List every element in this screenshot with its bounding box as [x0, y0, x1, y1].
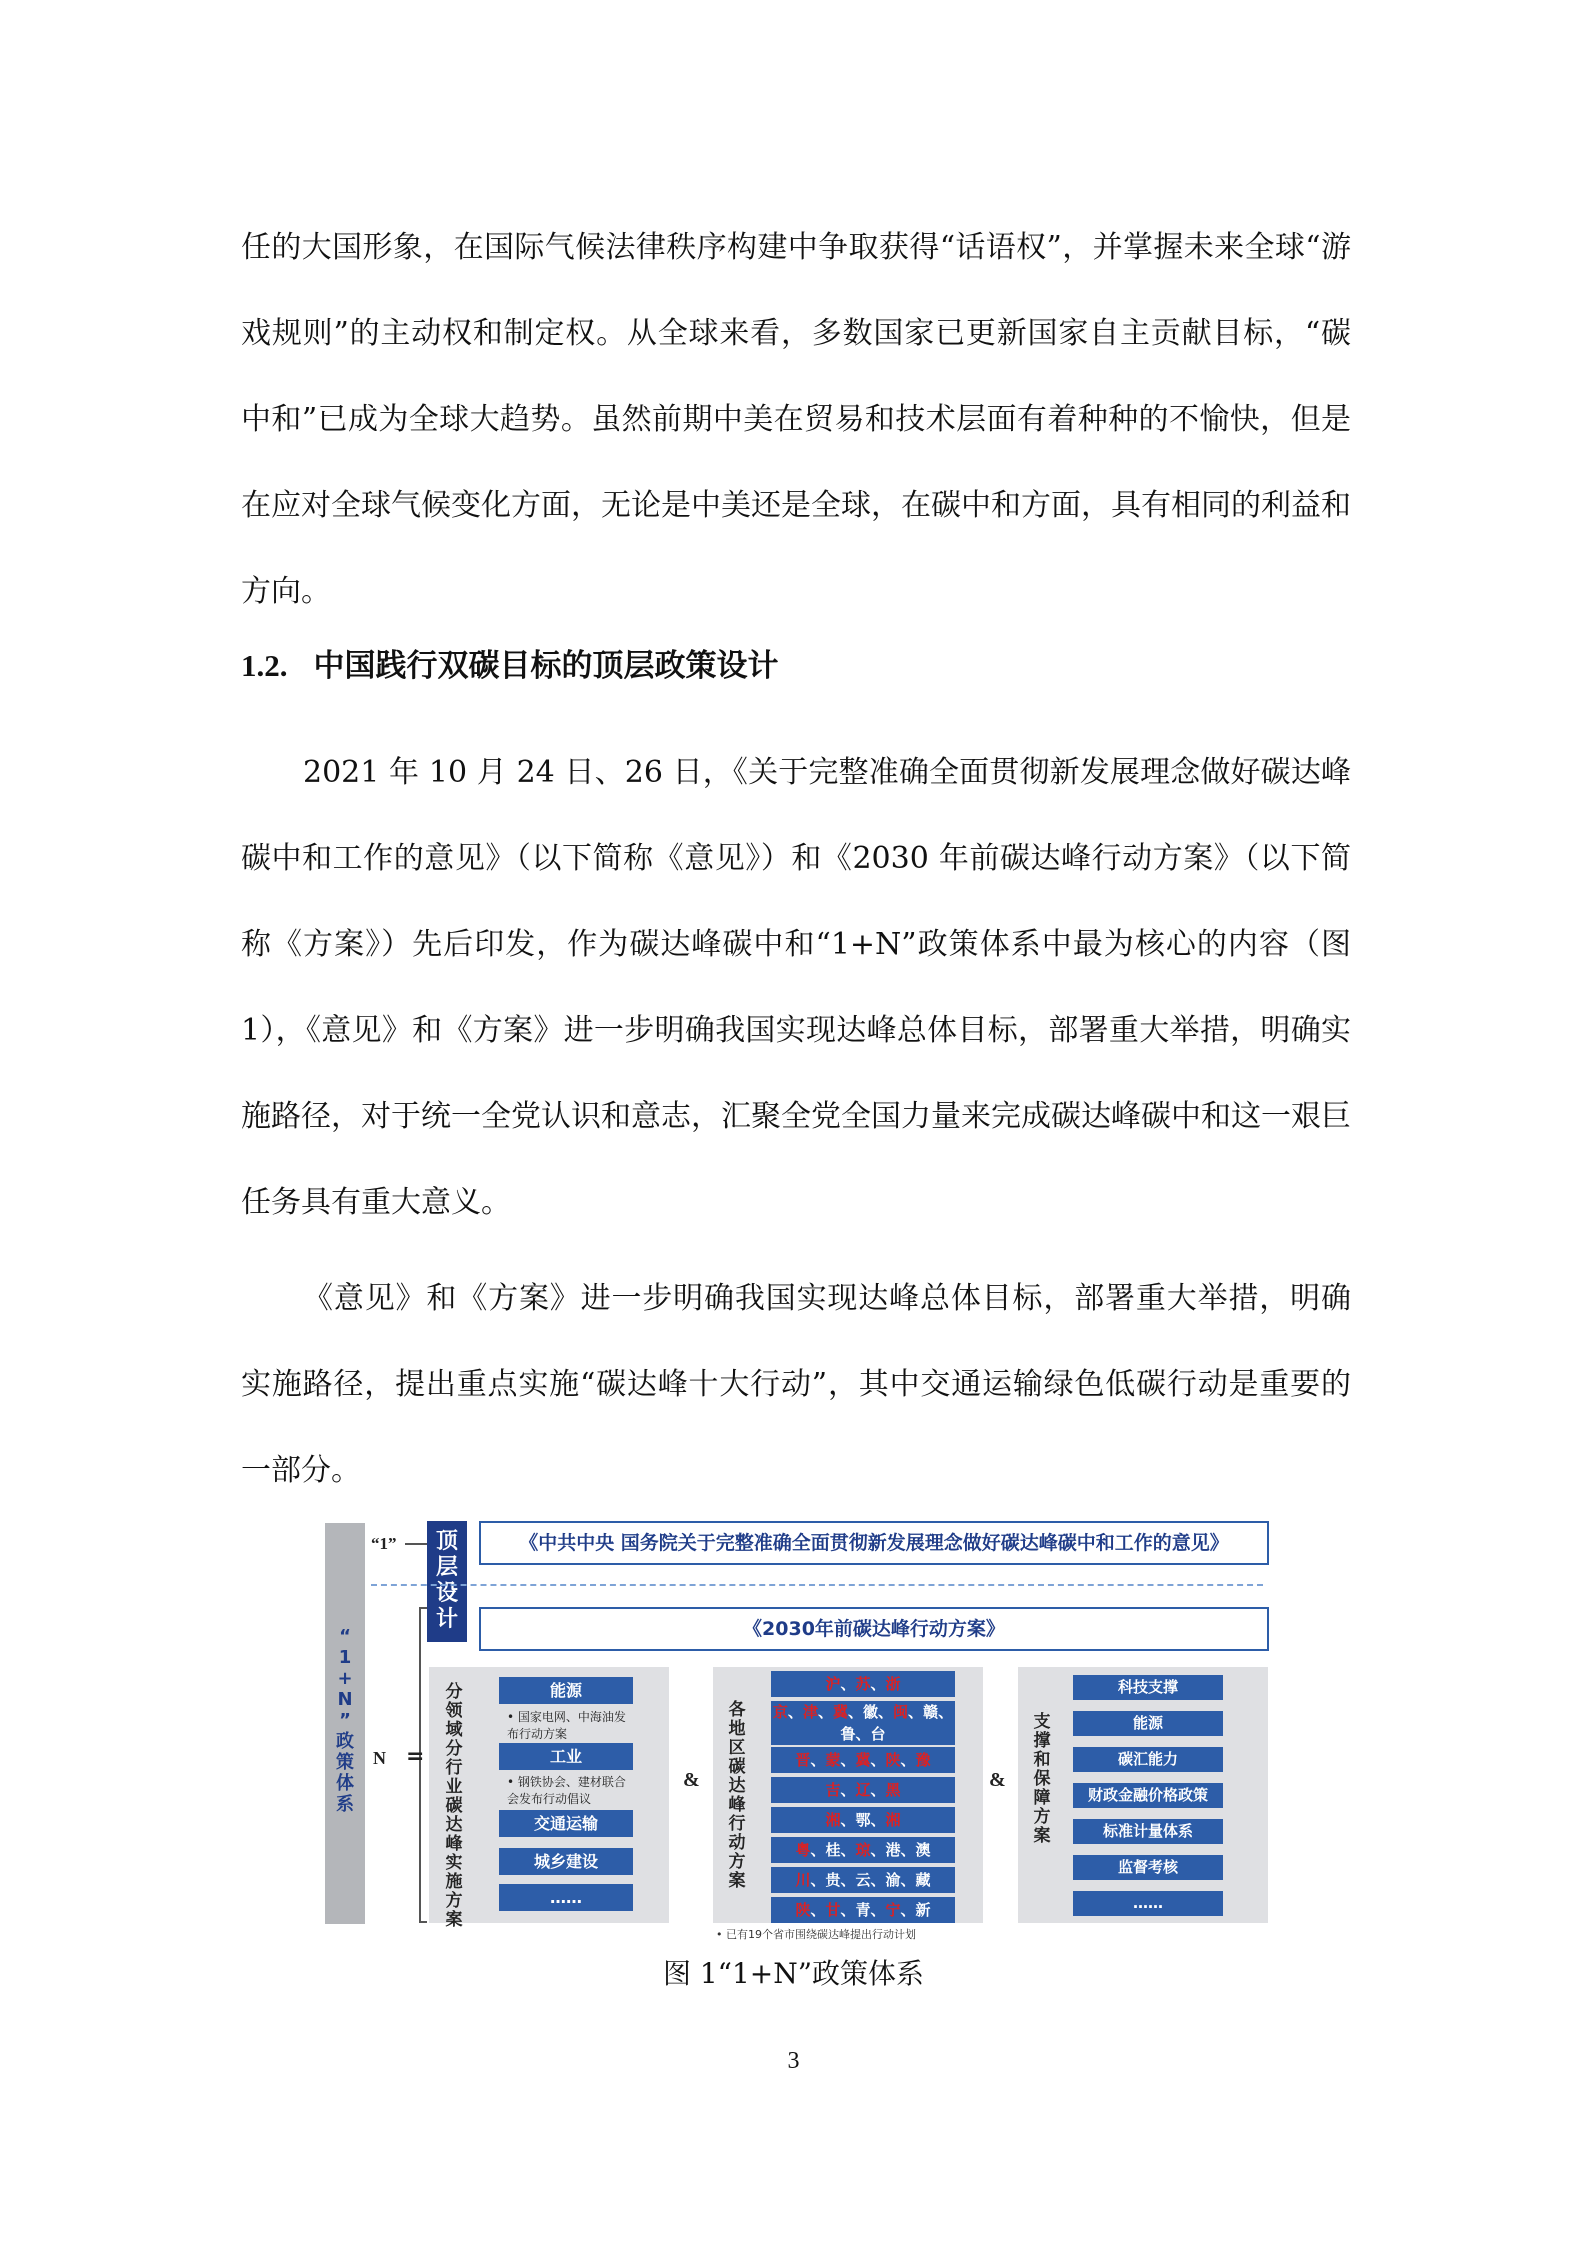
support-item: 监督考核	[1073, 1855, 1223, 1880]
region-name-highlighted: 甘	[825, 1901, 841, 1919]
region-name: 、	[847, 1703, 863, 1721]
sector-transport: 交通运输	[499, 1810, 633, 1837]
region-name-highlighted: 辽	[855, 1781, 871, 1799]
region-name: 、	[870, 1751, 886, 1769]
support-item: 能源	[1073, 1711, 1223, 1736]
region-name: 、青、	[840, 1901, 886, 1919]
plan-bar: 《2030年前碳达峰行动方案》	[479, 1607, 1269, 1651]
region-name-highlighted: 闽	[893, 1703, 909, 1721]
region-row	[771, 1671, 955, 1697]
support-item: 财政金融价格政策	[1073, 1783, 1223, 1808]
sector-energy: 能源	[499, 1677, 633, 1704]
sector-industry: 工业	[499, 1743, 633, 1770]
sector-panel-title: 分 领 域 分 行 业 碳 达 峰 实 施 方 案	[445, 1682, 463, 1930]
region-name-highlighted: 湘	[825, 1811, 841, 1829]
support-item: 标准计量体系	[1073, 1819, 1223, 1844]
region-name: 、桂、	[810, 1841, 856, 1859]
region-name: 、	[938, 1703, 954, 1721]
region-name-highlighted: 琼	[855, 1841, 871, 1859]
region-row	[771, 1807, 955, 1833]
support-item: 碳汇能力	[1073, 1747, 1223, 1772]
region-name-highlighted: 京	[772, 1703, 788, 1721]
region-name-highlighted: 浙	[885, 1675, 901, 1693]
region-name: 、	[908, 1703, 924, 1721]
region-name-highlighted: 豫	[915, 1751, 931, 1769]
region-name: 、	[840, 1675, 856, 1693]
policy-system-label: “ 1 + N ” 政 策 体 系	[336, 1626, 354, 1815]
one-label: “1”	[371, 1534, 397, 1553]
region-name-highlighted: 陕	[885, 1751, 901, 1769]
amp-1: &	[683, 1769, 700, 1791]
region-row	[771, 1897, 955, 1923]
region-name: 、	[787, 1703, 803, 1721]
region-name: 、	[810, 1751, 826, 1769]
region-row	[771, 1867, 955, 1893]
region-name: 、	[817, 1703, 833, 1721]
region-name: 、	[810, 1901, 826, 1919]
region-row	[771, 1701, 955, 1745]
equals-sign: =	[406, 1744, 425, 1769]
region-name: 、	[878, 1703, 894, 1721]
region-name: 赣	[923, 1703, 939, 1721]
region-name-highlighted: 冀	[855, 1751, 871, 1769]
section-heading	[241, 640, 779, 685]
section-number: 1.2.	[241, 648, 288, 683]
region-footnote: • 已有19个省市围绕碳达峰提出行动计划	[716, 1928, 916, 1941]
region-name-highlighted: 粤	[795, 1841, 811, 1859]
region-name-highlighted: 吉	[825, 1781, 841, 1799]
page-number: 3	[787, 2048, 800, 2074]
region-name-highlighted: 黑	[885, 1781, 901, 1799]
section-title: 中国践行双碳目标的顶层政策设计	[313, 648, 779, 684]
region-name-highlighted: 冀	[832, 1703, 848, 1721]
region-name-highlighted: 陕	[795, 1901, 811, 1919]
region-name: 、	[870, 1675, 886, 1693]
region-name-highlighted: 宁	[885, 1901, 901, 1919]
region-name: 、	[840, 1781, 856, 1799]
support-item: 科技支撑	[1073, 1675, 1223, 1700]
region-name-highlighted: 津	[802, 1703, 818, 1721]
paragraph-continued: 任的大国形象，在国际气候法律秩序构建中争取获得“话语权”，并掌握未来全球“游戏规则”的主动权和制定权。从全球来看，多数国家已更新国家自主贡献目标，“碳中和”已成为全球大趋势。虽然前期中美在贸易和技术层面有着种种的不愉快，但是在应对全球气候变化方面，无论是中美还是全球，在碳中和方面，具有相同的利益和方向。	[241, 230, 1351, 609]
bracket-bottom	[419, 1921, 427, 1923]
region-row	[771, 1777, 955, 1803]
region-name: 、	[870, 1781, 886, 1799]
region-name: 、	[840, 1751, 856, 1769]
region-name-highlighted: 晋	[795, 1751, 811, 1769]
n-label: N	[373, 1748, 386, 1768]
region-row	[771, 1747, 955, 1773]
region-name-highlighted: 湘	[885, 1811, 901, 1829]
top-design-box: 顶 层 设 计	[427, 1521, 467, 1642]
region-name-highlighted: 川	[795, 1871, 811, 1889]
policy-figure	[323, 1521, 1273, 1941]
connector-line	[405, 1543, 427, 1545]
sector-industry-note: • 钢铁协会、建材联合会发布行动倡议	[507, 1775, 626, 1806]
sector-energy-note: • 国家电网、中海油发布行动方案	[507, 1710, 626, 1741]
sector-more: ……	[499, 1884, 633, 1911]
amp-2: &	[989, 1769, 1006, 1791]
sector-urban: 城乡建设	[499, 1848, 633, 1875]
divider	[371, 1584, 1263, 1586]
region-name-highlighted: 苏	[855, 1675, 871, 1693]
region-name: 、港、澳	[870, 1841, 931, 1859]
paragraph-actions: 《意见》和《方案》进一步明确我国实现达峰总体目标，部署重大举措，明确实施路径，提出重点实施“碳达峰十大行动”，其中交通运输绿色低碳行动是重要的一部分。	[241, 1281, 1351, 1488]
bracket-top	[419, 1607, 427, 1609]
region-name: 、贵、云、渝、藏	[810, 1871, 931, 1889]
region-name: 、鄂、	[840, 1811, 886, 1829]
support-item: ……	[1073, 1891, 1223, 1916]
region-name: 、	[900, 1751, 916, 1769]
figure-caption: 图 1“1+N”政策体系	[662, 1957, 925, 1990]
region-panel-title: 各 地 区 碳 达 峰 行 动 方 案	[728, 1700, 746, 1891]
region-name: 鲁、台	[840, 1725, 886, 1743]
paragraph-policy: 2021 年 10 月 24 日、26 日，《关于完整准确全面贯彻新发展理念做好碳达峰碳中和工作的意见》（以下简称《意见》）和《2030 年前碳达峰行动方案》（以下简称《方案》）先后印发，作为碳达峰碳中和“1+N”政策体系中最为核心的内容（图 1），《意见》和《方案》进一步明确我国实现达峰总体目标，部署重大举措，明确实施路径，对于统一全党认识和意志，汇聚全党全国力量来完成碳达峰碳中和这一艰巨任务具有重大意义。	[241, 755, 1351, 1220]
region-name: 、新	[900, 1901, 931, 1919]
opinion-bar: 《中共中央 国务院关于完整准确全面贯彻新发展理念做好碳达峰碳中和工作的意见》	[479, 1521, 1269, 1565]
region-name-highlighted: 沪	[825, 1675, 841, 1693]
region-row	[771, 1837, 955, 1863]
support-panel-title: 支 撑 和 保 障 方 案	[1033, 1712, 1051, 1846]
region-name: 徽	[863, 1703, 879, 1721]
region-name-highlighted: 蒙	[825, 1751, 841, 1769]
